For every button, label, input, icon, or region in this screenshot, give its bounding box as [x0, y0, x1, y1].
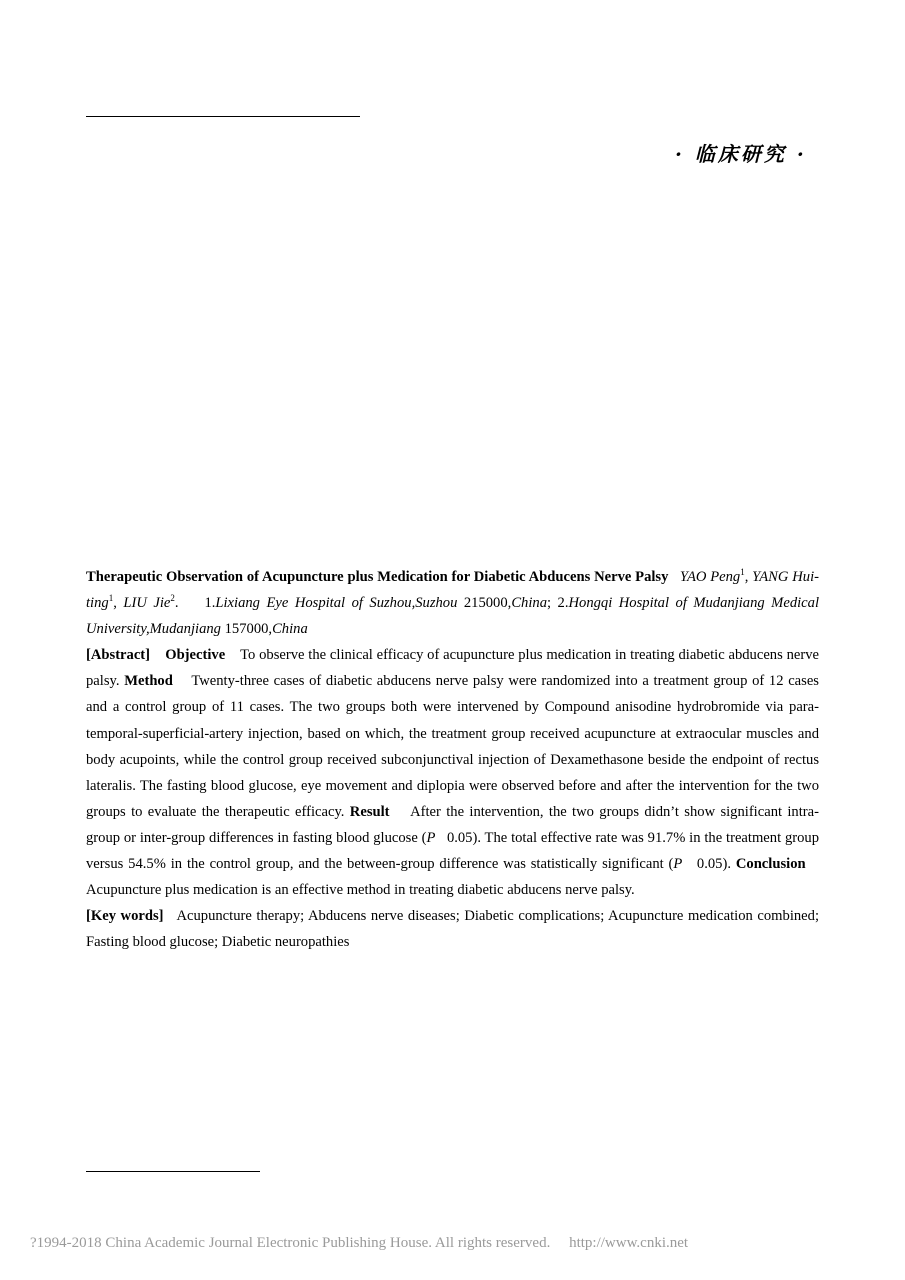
publisher-url: http://www.cnki.net: [569, 1235, 689, 1251]
header-rule: [86, 116, 360, 117]
p-value-symbol: P: [673, 856, 683, 873]
method-label: Method: [124, 673, 173, 690]
affiliation-postcode: 157000,: [220, 621, 273, 638]
abstract-label: [Abstract]: [86, 647, 151, 664]
method-text: Twenty-three cases of diabetic abducens nerve palsy were randomized into a treatment group of 12 cases and a control group of 11 cases. The two groups both were intervened by Compound anisodine hydrobromide via para-temporal-superficial-artery injection, based on which, the treatment group received acupuncture at extraocular muscles and body acupoints, while the control group received subconjunctival injection of Dexamethasone beside the endpoint of rectus lateralis. The fasting blood glucose, eye movement and diplopia were observed before and after the intervention for the two groups to evaluate the therapeutic efficacy.: [86, 673, 819, 820]
affiliation-country: China: [511, 595, 547, 612]
keywords-label: [Key words]: [86, 908, 164, 925]
affiliation-country: China: [272, 621, 308, 638]
result-label: Result: [349, 803, 390, 820]
keywords-paragraph: [86, 903, 819, 955]
p-value-symbol: P: [426, 829, 436, 846]
affiliation-number: 1.: [204, 595, 216, 612]
keywords-text: Acupuncture therapy; Abducens nerve diseases; Diabetic complications; Acupuncture medication combined; Fasting blood glucose; Diabetic neuropathies: [86, 908, 819, 951]
title-author-paragraph: Therapeutic Observation of Acupuncture plus Medication for Diabetic Abducens Nerve Palsy YAO Peng$^1$, YANG Hui-ting$^1$, LIU Jie$^2$. 1.Lixiang Eye Hospital of Suzhou,Suzhou 215000,China; 2.Hongqi Hospital of Mudanjiang Medical University,Mudanjiang 157000,China: [86, 567, 820, 638]
copyright-text: ?1994-2018 China Academic Journal Electronic Publishing House. All rights reserved.: [30, 1235, 551, 1251]
author-name: YAO Peng: [679, 569, 741, 585]
objective-text: To observe the clinical efficacy of acupuncture plus medication in treating diabetic abducens nerve palsy.: [86, 647, 819, 690]
footnote-rule: [86, 1171, 260, 1172]
english-abstract-block: [86, 564, 819, 955]
result-text: After the intervention, the two groups didn’t show significant intra-group or inter-group differences in fasting blood glucose (: [86, 803, 819, 846]
copyright-notice: [30, 1235, 688, 1252]
objective-label: Objective: [165, 647, 226, 664]
affiliation-number: 2.: [557, 595, 569, 612]
article-title-en: Therapeutic Observation of Acupuncture plus Medication for Diabetic Abducens Nerve Palsy: [86, 569, 669, 585]
result-text: 0.05). The total effective rate was 91.7% in the treatment group versus 54.5% in the control group, and the between-group difference was statistically significant (: [86, 829, 820, 873]
author-name: LIU Jie: [123, 595, 171, 612]
author-sup: 1: [740, 567, 745, 578]
conclusion-label: Conclusion: [735, 856, 806, 873]
section-label: · 临床研究 ·: [675, 142, 807, 166]
conclusion-text: Acupuncture plus medication is an effective method in treating diabetic abducens nerve palsy.: [86, 882, 635, 899]
affiliation-postcode: 215000,: [457, 595, 512, 612]
abstract-paragraph: [86, 642, 819, 903]
affiliation-institution: Lixiang Eye Hospital of Suzhou,Suzhou: [215, 595, 458, 612]
author-sup: 2: [170, 593, 175, 604]
author-name: YANG Hui-ting: [86, 569, 820, 612]
result-text: 0.05).: [692, 856, 731, 873]
affiliation-separator: ;: [547, 595, 558, 612]
affiliation-institution: Hongqi Hospital of Mudanjiang Medical University,Mudanjiang: [86, 595, 819, 638]
author-sup: 1: [108, 593, 114, 604]
